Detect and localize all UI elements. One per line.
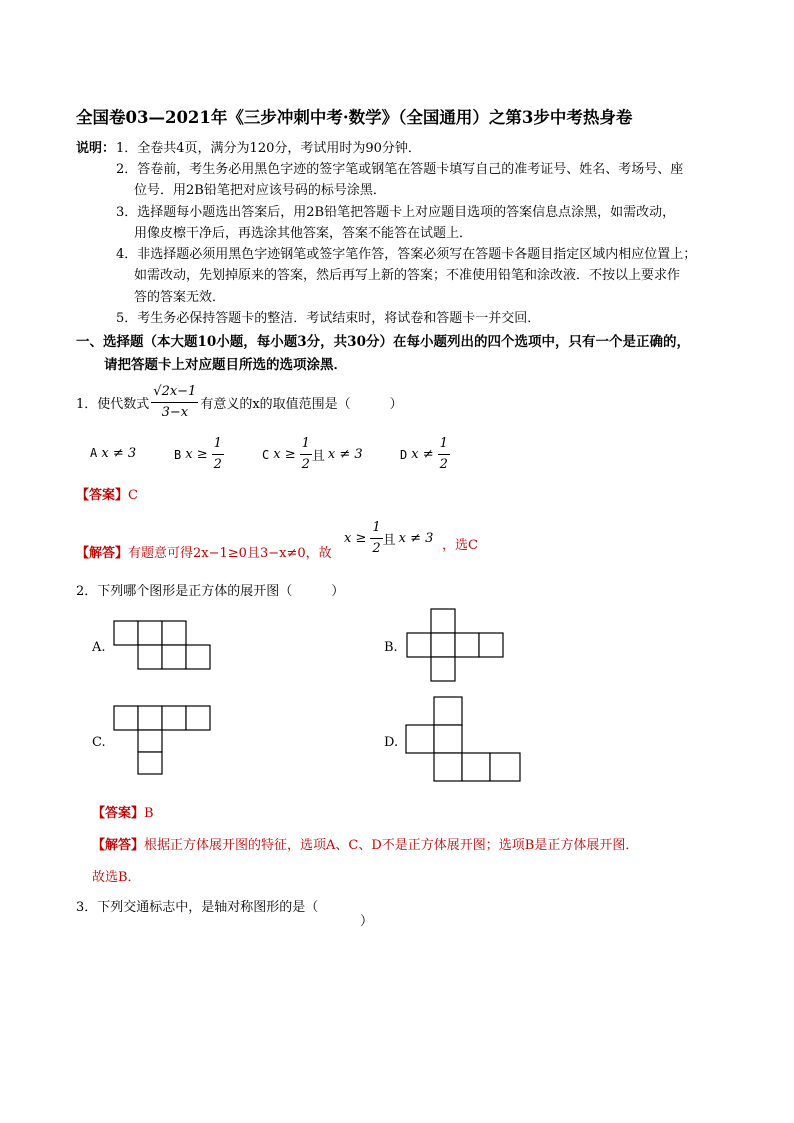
- q1-option-c: [262, 434, 363, 475]
- net-square: [434, 725, 462, 753]
- net-square: [138, 706, 162, 730]
- question-2-stem: 2．下列哪个图形是正方体的展开图（ ）: [76, 584, 345, 599]
- net-square: [186, 706, 210, 730]
- frac-num: 1: [438, 434, 450, 455]
- q2-option-b-label: B.: [384, 640, 398, 655]
- q1-explain-tail: ，选C: [442, 538, 478, 553]
- q2-option-c-label: C.: [92, 735, 106, 750]
- q2-option-a-label: A.: [92, 640, 106, 655]
- q1-explain: [76, 542, 332, 561]
- note-line: 1．全卷共4页，满分为120分，考试用时为90分钟．: [116, 141, 421, 156]
- q2-net-b: [406, 608, 506, 684]
- option-label: D: [400, 447, 408, 462]
- note-line: 用像皮檫干净后，再选涂其他答案，答案不能答在试题上．: [134, 226, 473, 241]
- option-label: B: [174, 447, 182, 462]
- q2-answer: [92, 802, 154, 821]
- frac-den: 2: [213, 457, 222, 472]
- option-conj: 且: [311, 449, 325, 464]
- net-square: [431, 633, 455, 657]
- net-square: [406, 725, 434, 753]
- net-square: [138, 730, 162, 752]
- net-square: [162, 706, 186, 730]
- frac-num: 1: [300, 434, 312, 455]
- net-square: [490, 753, 520, 781]
- q1-fraction: [151, 382, 198, 423]
- frac-num: 1: [212, 434, 224, 455]
- q2-net-c: [113, 705, 215, 775]
- answer-value: B: [144, 806, 154, 821]
- option-expr: x ≥: [185, 447, 208, 462]
- net-square: [114, 621, 138, 645]
- question-3-stem: 3．下列交通标志中，是轴对称图形的是（: [76, 900, 319, 915]
- option-expr: x ≠ 3: [327, 447, 363, 462]
- option-expr: x ≠ 3: [101, 446, 137, 461]
- explain-key: 【解答】: [76, 546, 129, 561]
- frac-num: 1: [370, 518, 382, 539]
- explain-text: 有题意可得2x−1≥0且3−x≠0，故: [128, 546, 332, 561]
- net-square: [138, 752, 162, 774]
- q1-option-b: [174, 434, 224, 475]
- option-expr: x ≥: [273, 447, 296, 462]
- note-line: 3．选择题每小题选出答案后，用2B铅笔把答题卡上对应题目选项的答案信息点涂黑，如需改动，: [116, 205, 676, 220]
- explain-key: 【解答】: [92, 838, 145, 853]
- net-square: [431, 657, 455, 681]
- half-fraction: [212, 434, 224, 475]
- note-line: 5．考生务必保持答题卡的整洁．考试结束时，将试卷和答题卡一并交回．: [116, 311, 541, 326]
- notes-label: 说明：: [76, 141, 116, 156]
- question-1-prefix: 1．使代数式: [76, 397, 150, 412]
- net-square: [114, 706, 138, 730]
- q2-net-a: [113, 620, 213, 670]
- net-square: [162, 645, 186, 669]
- frac-den: 2: [372, 541, 381, 556]
- q1-answer: [76, 484, 138, 503]
- net-square: [434, 697, 462, 725]
- question-3-close: ）: [360, 914, 374, 929]
- note-line: 4．非选择题必须用黑色字迹钢笔或签字笔作答，答案必须写在答题卡各题目指定区域内相应位置上；: [116, 247, 697, 262]
- answer-key: 【答案】: [92, 806, 145, 821]
- net-square: [162, 621, 186, 645]
- explain-expr: x ≥: [344, 531, 367, 546]
- net-square: [434, 753, 462, 781]
- net-square: [407, 633, 431, 657]
- q2-option-d-label: D.: [384, 735, 399, 750]
- net-square: [455, 633, 479, 657]
- net-square: [431, 609, 455, 633]
- explain-text: 根据正方体展开图的特征，选项A、C、D不是正方体展开图；选项B是正方体展开图．: [144, 838, 639, 853]
- page-title: 全国卷03—2021年《三步冲刺中考·数学》（全国通用）之第3步中考热身卷: [76, 108, 633, 127]
- section-heading-cont: 请把答题卡上对应题目所选的选项涂黑．: [104, 357, 347, 373]
- q1-option-a: [90, 446, 136, 461]
- note-line: 答的答案无效．: [134, 290, 226, 305]
- frac-den: 2: [301, 457, 310, 472]
- q1-option-d: [400, 434, 450, 475]
- half-fraction: [300, 434, 312, 475]
- explain-conj: 且: [382, 533, 396, 548]
- option-expr: x ≠: [411, 447, 434, 462]
- explain-expr: x ≠ 3: [398, 531, 434, 546]
- frac-den: 2: [439, 457, 448, 472]
- note-line: 如需改动，先划掉原来的答案，然后再写上新的答案；不准使用铅笔和涂改液．不按以上要求作: [134, 268, 681, 283]
- net-square: [138, 621, 162, 645]
- answer-key: 【答案】: [76, 488, 129, 503]
- answer-value: C: [128, 488, 138, 503]
- q2-conclusion: 故选B．: [92, 870, 141, 885]
- half-fraction: [370, 518, 382, 559]
- q1-explain-math: [344, 518, 433, 559]
- note-line: 2．答卷前，考生务必用黑色字迹的签字笔或钢笔在答题卡填写自己的准考证号、姓名、考场号、座: [116, 162, 684, 177]
- q1-fraction-num: √2x−1: [151, 382, 198, 403]
- net-square: [138, 645, 162, 669]
- q2-net-d: [405, 696, 523, 784]
- net-square: [186, 645, 210, 669]
- note-line: 位号．用2B铅笔把对应该号码的标号涂黑．: [134, 183, 386, 198]
- option-label: C: [262, 447, 270, 462]
- option-label: A: [90, 446, 98, 460]
- section-heading: 一、选择题（本大题10小题，每小题3分，共30分）在每小题列出的四个选项中，只有一个是正确的，: [76, 334, 690, 350]
- q1-fraction-den: 3−x: [161, 405, 189, 420]
- question-1-suffix: 有意义的x的取值范围是（ ）: [200, 397, 403, 412]
- question-1-stem: [76, 382, 403, 423]
- net-square: [479, 633, 503, 657]
- net-square: [462, 753, 490, 781]
- half-fraction: [438, 434, 450, 475]
- q2-explain: [92, 834, 638, 853]
